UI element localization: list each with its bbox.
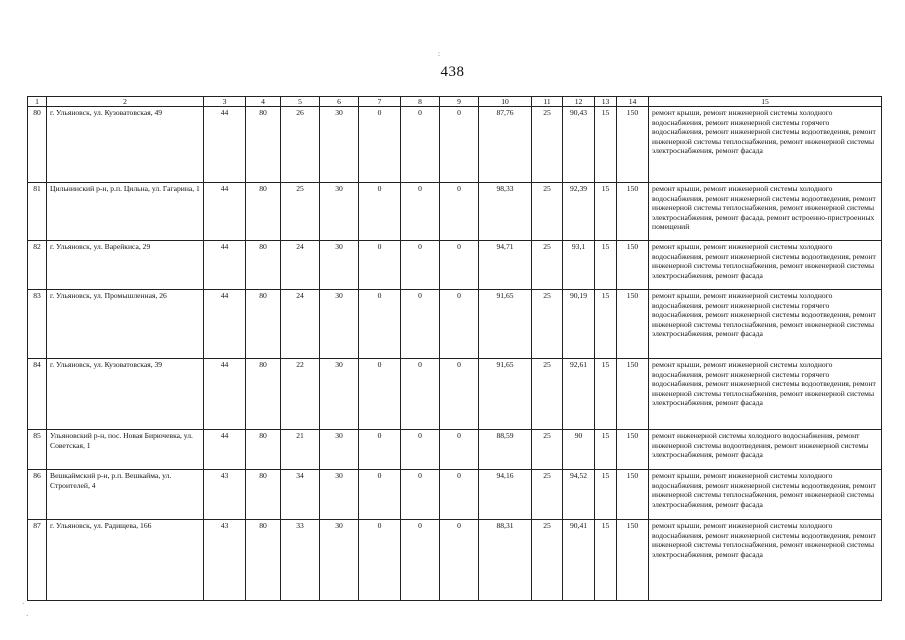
data-cell: 0	[440, 520, 479, 601]
works-cell: ремонт крыши, ремонт инженерной системы холодного водоснабжения, ремонт инженерной системы водоотведения, ремонт инженерной системы теплоснабжения, ремонт инженерной системы электроснабжения, ремонт фасада, ремонт встроенно-пристроенных помещений	[649, 183, 882, 241]
data-cell: 15	[595, 359, 617, 430]
row-number: 85	[28, 430, 47, 470]
data-cell: 80	[246, 107, 281, 183]
data-cell: 150	[617, 470, 649, 520]
data-cell: 0	[359, 470, 401, 520]
data-cell: 150	[617, 290, 649, 359]
data-cell: 0	[440, 241, 479, 290]
data-cell: 0	[359, 107, 401, 183]
data-cell: 0	[359, 520, 401, 601]
data-cell: 26	[281, 107, 320, 183]
data-cell: 0	[401, 107, 440, 183]
table-row	[28, 290, 882, 359]
data-cell: 90	[563, 430, 595, 470]
data-cell: 90,43	[563, 107, 595, 183]
data-cell: 15	[595, 520, 617, 601]
page-number: 438	[440, 64, 465, 80]
table-row	[28, 470, 882, 520]
data-cell: 80	[246, 430, 281, 470]
data-cell: 33	[281, 520, 320, 601]
data-cell: 30	[320, 107, 359, 183]
data-cell: 80	[246, 470, 281, 520]
data-cell: 92,39	[563, 183, 595, 241]
data-cell: 92,61	[563, 359, 595, 430]
column-header: 2	[47, 97, 204, 107]
data-cell: 0	[359, 241, 401, 290]
data-cell: 0	[359, 430, 401, 470]
row-number: 81	[28, 183, 47, 241]
column-header: 15	[649, 97, 882, 107]
scan-speck: ·	[22, 600, 25, 608]
column-header: 13	[595, 97, 617, 107]
works-cell: ремонт инженерной системы холодного водоснабжения, ремонт инженерной системы водоотведения, ремонт инженерной системы электроснабжения, ремонт фасада	[649, 430, 882, 470]
row-number: 83	[28, 290, 47, 359]
address-cell: Вешкаймский р-н, р.п. Вешкайма, ул. Строителей, 4	[47, 470, 204, 520]
data-cell: 44	[204, 107, 246, 183]
column-header: 3	[204, 97, 246, 107]
data-cell: 44	[204, 430, 246, 470]
column-header: 7	[359, 97, 401, 107]
data-cell: 44	[204, 359, 246, 430]
works-cell: ремонт крыши, ремонт инженерной системы холодного водоснабжения, ремонт инженерной системы горячего водоснабжения, ремонт инженерной системы водоотведения, ремонт инженерной системы теплоснабжения, ремонт инженерной системы электроснабжения, ремонт фасада	[649, 107, 882, 183]
data-cell: 150	[617, 241, 649, 290]
row-number: 80	[28, 107, 47, 183]
data-cell: 150	[617, 430, 649, 470]
data-cell: 15	[595, 241, 617, 290]
data-cell: 80	[246, 183, 281, 241]
column-header: 1	[28, 97, 47, 107]
table-row	[28, 359, 882, 430]
data-cell: 25	[532, 107, 563, 183]
data-cell: 25	[532, 183, 563, 241]
data-cell: 0	[401, 359, 440, 430]
data-cell: 0	[440, 290, 479, 359]
data-cell: 94,71	[479, 241, 532, 290]
works-cell: ремонт крыши, ремонт инженерной системы холодного водоснабжения, ремонт инженерной системы водоотведения, ремонт инженерной системы теплоснабжения, ремонт инженерной системы электроснабжения, ремонт фасада	[649, 520, 882, 601]
column-header: 9	[440, 97, 479, 107]
data-cell: 0	[359, 290, 401, 359]
data-cell: 25	[532, 520, 563, 601]
data-cell: 150	[617, 520, 649, 601]
address-cell: Ульяновский р-н, пос. Новая Бирючевка, ул. Советская, 1	[47, 430, 204, 470]
table-row	[28, 430, 882, 470]
data-cell: 0	[401, 520, 440, 601]
column-header: 10	[479, 97, 532, 107]
data-cell: 80	[246, 241, 281, 290]
data-cell: 43	[204, 520, 246, 601]
works-cell: ремонт крыши, ремонт инженерной системы холодного водоснабжения, ремонт инженерной системы горячего водоснабжения, ремонт инженерной системы водоотведения, ремонт инженерной системы теплоснабжения, ремонт инженерной системы электроснабжения, ремонт фасада	[649, 290, 882, 359]
data-cell: 0	[440, 107, 479, 183]
table-row	[28, 107, 882, 183]
column-header: 11	[532, 97, 563, 107]
data-cell: 44	[204, 183, 246, 241]
data-cell: 0	[440, 359, 479, 430]
data-cell: 25	[532, 359, 563, 430]
data-cell: 43	[204, 470, 246, 520]
data-cell: 21	[281, 430, 320, 470]
data-cell: 15	[595, 183, 617, 241]
data-cell: 0	[359, 183, 401, 241]
column-header: 12	[563, 97, 595, 107]
column-header: 14	[617, 97, 649, 107]
data-cell: 80	[246, 290, 281, 359]
data-cell: 98,33	[479, 183, 532, 241]
works-cell: ремонт крыши, ремонт инженерной системы холодного водоснабжения, ремонт инженерной системы водоотведения, ремонт инженерной системы теплоснабжения, ремонт инженерной системы электроснабжения, ремонт фасада	[649, 470, 882, 520]
address-cell: г. Ульяновск, ул. Промышленная, 26	[47, 290, 204, 359]
data-cell: 30	[320, 290, 359, 359]
data-cell: 150	[617, 107, 649, 183]
data-cell: 80	[246, 359, 281, 430]
data-cell: 94,16	[479, 470, 532, 520]
data-cell: 0	[440, 430, 479, 470]
data-cell: 25	[281, 183, 320, 241]
data-cell: 25	[532, 470, 563, 520]
data-cell: 30	[320, 241, 359, 290]
data-cell: 22	[281, 359, 320, 430]
data-cell: 30	[320, 520, 359, 601]
table-row	[28, 183, 882, 241]
address-cell: Цильнинский р-н, р.п. Цильна, ул. Гагарина, 1	[47, 183, 204, 241]
data-cell: 94,52	[563, 470, 595, 520]
data-cell: 30	[320, 183, 359, 241]
column-header: 5	[281, 97, 320, 107]
address-cell: г. Ульяновск, ул. Варейкиса, 29	[47, 241, 204, 290]
data-cell: 0	[401, 241, 440, 290]
data-cell: 44	[204, 241, 246, 290]
data-cell: 0	[401, 290, 440, 359]
data-cell: 30	[320, 359, 359, 430]
data-cell: 150	[617, 183, 649, 241]
data-cell: 15	[595, 470, 617, 520]
column-number-row	[28, 97, 882, 107]
data-cell: 44	[204, 290, 246, 359]
data-cell: 34	[281, 470, 320, 520]
row-number: 87	[28, 520, 47, 601]
table-row	[28, 241, 882, 290]
data-cell: 15	[595, 107, 617, 183]
data-cell: 24	[281, 241, 320, 290]
data-cell: 0	[401, 183, 440, 241]
data-cell: 0	[401, 470, 440, 520]
address-cell: г. Ульяновск, ул. Кузоватовская, 49	[47, 107, 204, 183]
row-number: 86	[28, 470, 47, 520]
data-cell: 0	[440, 183, 479, 241]
column-header: 8	[401, 97, 440, 107]
data-cell: 80	[246, 520, 281, 601]
address-cell: г. Ульяновск, ул. Радищева, 166	[47, 520, 204, 601]
scan-speck: ·	[26, 612, 29, 620]
data-cell: 15	[595, 290, 617, 359]
data-cell: 93,1	[563, 241, 595, 290]
row-number: 84	[28, 359, 47, 430]
row-number: 82	[28, 241, 47, 290]
column-header: 4	[246, 97, 281, 107]
data-cell: 25	[532, 430, 563, 470]
data-cell: 25	[532, 290, 563, 359]
data-cell: 90,41	[563, 520, 595, 601]
works-cell: ремонт крыши, ремонт инженерной системы холодного водоснабжения, ремонт инженерной системы горячего водоснабжения, ремонт инженерной системы водоотведения, ремонт инженерной системы теплоснабжения, ремонт инженерной системы электроснабжения, ремонт фасада	[649, 359, 882, 430]
column-header: 6	[320, 97, 359, 107]
data-cell: 25	[532, 241, 563, 290]
data-cell: 91,65	[479, 359, 532, 430]
data-cell: 90,19	[563, 290, 595, 359]
scan-speck: :	[438, 50, 440, 58]
data-cell: 91,65	[479, 290, 532, 359]
address-cell: г. Ульяновск, ул. Кузоватовская, 39	[47, 359, 204, 430]
data-cell: 30	[320, 430, 359, 470]
repair-program-table	[27, 96, 882, 601]
table-row	[28, 520, 882, 601]
data-cell: 150	[617, 359, 649, 430]
data-cell: 87,76	[479, 107, 532, 183]
data-cell: 0	[401, 430, 440, 470]
data-cell: 0	[440, 470, 479, 520]
data-cell: 88,31	[479, 520, 532, 601]
data-cell: 24	[281, 290, 320, 359]
data-cell: 30	[320, 470, 359, 520]
data-cell: 15	[595, 430, 617, 470]
data-cell: 88,59	[479, 430, 532, 470]
works-cell: ремонт крыши, ремонт инженерной системы холодного водоснабжения, ремонт инженерной системы водоотведения, ремонт инженерной системы теплоснабжения, ремонт инженерной системы электроснабжения, ремонт фасада	[649, 241, 882, 290]
data-cell: 0	[359, 359, 401, 430]
